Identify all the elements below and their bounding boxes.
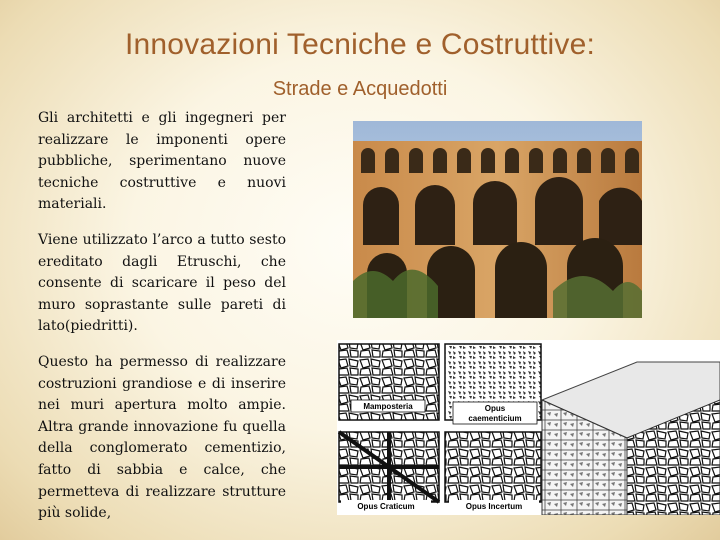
- body-text: [38, 108, 286, 539]
- masonry-techniques-illustration: [337, 340, 720, 515]
- slide-title: Innovazioni Tecniche e Costruttive:: [124, 28, 596, 61]
- label-caementicium-2: caementicium: [468, 414, 522, 423]
- paragraph-arch: Viene utilizzato l’arco a tutto sesto ereditato dagli Etruschi, che consente di scaricare il peso del muro soprastante sulle pareti di lato(piedritti).: [38, 231, 286, 335]
- slide-subtitle: Strade e Acquedotti: [272, 78, 448, 100]
- paragraph-concrete: Questo ha permesso di realizzare costruzioni grandiose e di inserire nei muri apertura molto ampie. Altra grande innovazione fu quella della conglomerato cementizio, fatto di sabbia e calce, che permetteva di realizzare strutture più solide,: [38, 353, 286, 522]
- wall-3d-block: [542, 362, 720, 515]
- aqueduct-photo: [353, 121, 642, 318]
- label-incertum: Opus Incertum: [465, 502, 523, 511]
- label-caementicium-1: Opus: [484, 404, 506, 413]
- paragraph-materials: Gli architetti e gli ingegneri per realizzare le imponenti opere pubbliche, sperimentano nuove tecniche costruttive e nuovi materiali.: [38, 110, 286, 213]
- label-craticum: Opus Craticum: [357, 502, 415, 511]
- label-mamposteria: Mamposteria: [363, 402, 413, 411]
